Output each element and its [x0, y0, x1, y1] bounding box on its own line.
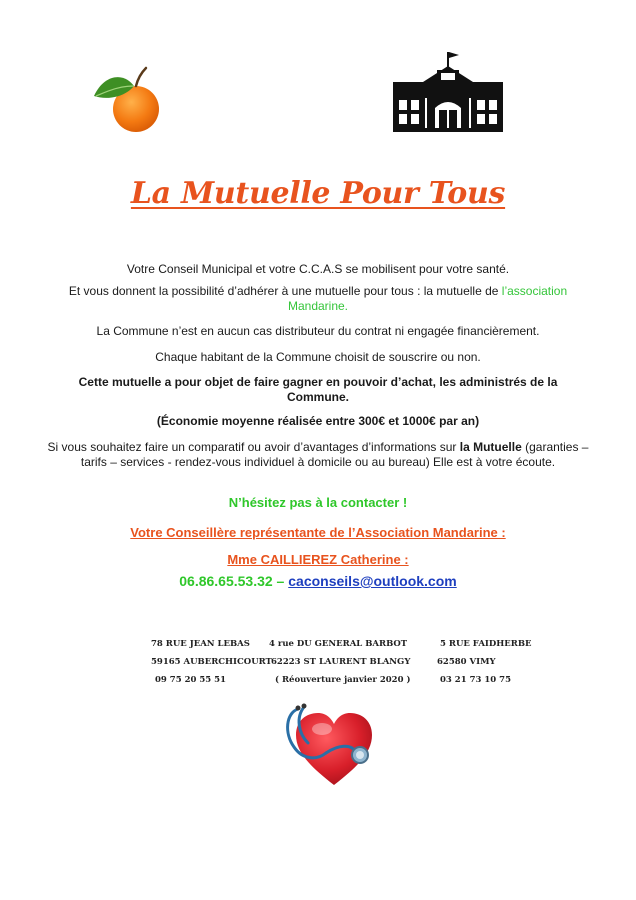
address-street-1: 78 RUE JEAN LEBAS: [151, 639, 250, 649]
contact-cta: N’hésitez pas à la contacter !: [228, 495, 408, 510]
address-phone-1: 09 75 20 55 51: [155, 675, 226, 685]
address-note-2: ( Réouverture janvier 2020 ): [275, 675, 411, 685]
info-text: Si vous souhaitez faire un comparatif ou avoir d’avantages d’informations sur: [47, 440, 460, 454]
purpose-paragraph: Cette mutuelle a pour objet de faire gagner en pouvoir d’achat, les administrés de la Commune.: [78, 375, 558, 404]
disclaimer-paragraph: La Commune n’est en aucun cas distributeur du contrat ni engagée financièrement.: [96, 324, 540, 338]
intro-paragraph: Votre Conseil Municipal et votre C.C.A.S se mobilisent pour votre santé.: [126, 262, 510, 276]
address-street-3: 5 RUE FAIDHERBE: [440, 639, 532, 649]
page-title: La Mutuelle Pour Tous: [130, 176, 506, 211]
address-city-1: 59165 AUBERCHICOURT: [151, 657, 272, 667]
choice-paragraph: Chaque habitant de la Commune choisit de souscrire ou non.: [155, 350, 481, 364]
address-city-3: 62580 VIMY: [437, 657, 496, 667]
representative-heading: Votre Conseillère représentante de l’Association Mandarine :: [130, 525, 506, 540]
adhesion-text: Et vous donnent la possibilité d’adhérer à une mutuelle pour tous : la mutuelle de: [68, 284, 502, 298]
savings-paragraph: (Économie moyenne réalisée entre 300€ et 1000€ par an): [156, 414, 480, 428]
info-text-after: (garanties – tarifs – services - rendez-vous individuel à domicile ou au bureau) Elle est à votre écoute.: [80, 440, 589, 469]
adhesion-paragraph: [40, 284, 596, 314]
heart-stethoscope-icon: [268, 703, 398, 788]
representative-name: Mme CAILLIEREZ Catherine :: [227, 552, 409, 567]
town-hall-icon: [393, 50, 503, 132]
contact-line: [0, 573, 636, 589]
info-paragraph: [38, 440, 598, 470]
contact-separator: –: [272, 573, 289, 589]
address-city-2: 62223 ST LAURENT BLANGY: [271, 657, 411, 667]
address-street-2: 4 rue DU GENERAL BARBOT: [269, 639, 408, 649]
address-phone-3: 03 21 73 10 75: [440, 675, 511, 685]
phone-number[interactable]: 06.86.65.53.32: [179, 573, 273, 589]
association-mandarine-link[interactable]: l’association Mandarine.: [287, 284, 568, 313]
mutuelle-bold-text: la Mutuelle: [459, 440, 522, 454]
mandarin-orange-icon: [88, 64, 168, 138]
email-link[interactable]: caconseils@outlook.com: [288, 573, 457, 589]
